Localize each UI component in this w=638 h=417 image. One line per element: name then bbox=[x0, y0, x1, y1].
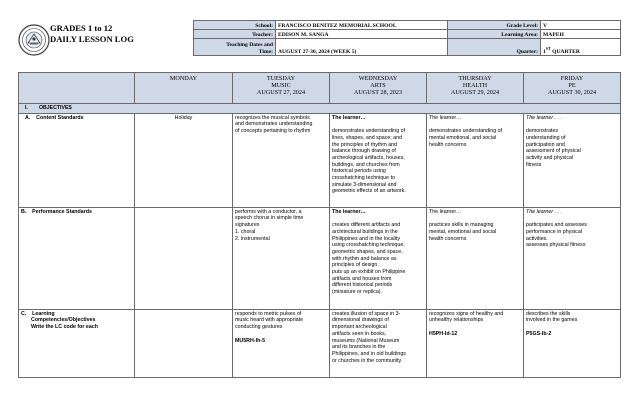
text-line: 1. choral bbox=[235, 228, 256, 235]
deped-seal-icon bbox=[18, 24, 50, 56]
teacher-label: Teacher: bbox=[194, 30, 276, 39]
text-line: dimensional drawings of bbox=[332, 317, 389, 324]
cell-wednesday-content bbox=[330, 113, 427, 207]
col-header-monday bbox=[135, 73, 233, 104]
text-line: responds to metric pulses of bbox=[235, 310, 302, 317]
cell-tuesday-competencies bbox=[233, 309, 330, 377]
col-subject: PE bbox=[568, 82, 576, 90]
lc-code: H5PH-Id-12 bbox=[429, 330, 458, 337]
lesson-log-header bbox=[18, 20, 620, 64]
day-header-row bbox=[19, 73, 621, 104]
text-line: the principles of rhythm and bbox=[332, 141, 398, 148]
row-label-text: B. Performance Standards bbox=[21, 208, 92, 215]
cell-text-lines bbox=[526, 222, 618, 249]
lesson-log-table bbox=[18, 72, 621, 378]
text-line: historical periods using bbox=[332, 168, 386, 175]
cell-text-lines bbox=[526, 128, 618, 168]
cell-text-lines bbox=[429, 222, 521, 242]
text-line: using crosshatching technique, bbox=[332, 242, 405, 249]
cell-thursday-content bbox=[427, 113, 524, 207]
row-label-performance-standards bbox=[19, 207, 135, 309]
cell-text-lines bbox=[429, 311, 521, 324]
quarter-value bbox=[541, 39, 621, 56]
quarter-suffix: ST bbox=[545, 45, 551, 51]
text-line: Philippines and in the locality bbox=[332, 235, 401, 242]
cell-friday-content bbox=[524, 113, 621, 207]
cell-text-lines bbox=[332, 222, 424, 296]
text-line: simulate 3-dimensional and bbox=[332, 181, 397, 188]
row-label-text: Write the LC code for each bbox=[31, 324, 99, 331]
text-line: music heard with appropriate bbox=[235, 317, 304, 324]
grade-level-value: V bbox=[541, 21, 621, 30]
text-line: puts up an exhibit on Philippine bbox=[332, 269, 406, 276]
text-line: assessment of physical bbox=[526, 148, 581, 155]
cell-text-lines bbox=[332, 128, 424, 195]
col-date: AUGUST 27, 2024 bbox=[256, 89, 306, 97]
learner-heading: The learner… bbox=[429, 208, 462, 215]
text-line: unhealthy relationships bbox=[429, 317, 484, 324]
row-label-text: A. Content Standards bbox=[25, 114, 84, 121]
text-line: geometric shapes, and space, bbox=[332, 248, 403, 255]
quarter-number: 1 bbox=[543, 48, 546, 55]
col-header-tuesday bbox=[233, 73, 330, 104]
lc-code: P5GS-Ib-2 bbox=[526, 330, 552, 337]
text-line: and its branches in the bbox=[332, 344, 386, 351]
text-line: practices skills in managing bbox=[429, 222, 494, 229]
school-info-table bbox=[193, 20, 621, 56]
learning-competencies-row bbox=[19, 309, 621, 377]
learner-heading: The learner… bbox=[332, 208, 366, 215]
text-line: involved in the games bbox=[526, 317, 578, 324]
row-label-content-standards bbox=[19, 113, 135, 207]
col-day: FRIDAY bbox=[560, 75, 584, 82]
objectives-label: OBJECTIVES bbox=[39, 105, 72, 111]
text-line: Philippines, and in old buildings bbox=[332, 350, 406, 357]
text-line: (miniature or replica). bbox=[332, 289, 383, 296]
text-line: assesses physical fitness bbox=[526, 242, 586, 249]
text-line: principles of design. bbox=[332, 262, 379, 269]
cell-monday-performance bbox=[135, 207, 233, 309]
col-subject: HEALTH bbox=[462, 82, 488, 90]
text-line: signatures bbox=[235, 222, 260, 229]
col-day: TUESDAY bbox=[266, 75, 296, 82]
col-subject: MUSIC bbox=[271, 82, 291, 90]
col-date: AUGUST 29, 2024 bbox=[450, 89, 500, 97]
text-line: understanding of bbox=[526, 134, 566, 141]
text-line: creates illusion of space in 3- bbox=[332, 310, 401, 317]
text-line: balance through drawing of bbox=[332, 148, 396, 155]
col-day: MONDAY bbox=[169, 75, 198, 82]
text-line: mental emotional, and social bbox=[429, 134, 497, 141]
cell-friday-competencies bbox=[524, 309, 621, 377]
learner-heading: The learner . . . bbox=[526, 208, 562, 215]
title-line-2: DAILY LESSON LOG bbox=[50, 34, 134, 44]
text-line: of concepts pertaining to rhythm bbox=[235, 128, 311, 135]
text-line: activity and physical bbox=[526, 154, 574, 161]
teacher-value: EDISON M. SANGA bbox=[276, 30, 448, 39]
text-line: lines, shapes, and space; and bbox=[332, 134, 403, 141]
performance-standards-row bbox=[19, 207, 621, 309]
col-subject: ARTS bbox=[370, 82, 386, 90]
learning-area-label: Learning Area: bbox=[448, 30, 541, 39]
corner-cell bbox=[19, 73, 135, 104]
text-line: participation and bbox=[526, 141, 565, 148]
col-date: AUGUST 30, 2024 bbox=[547, 89, 597, 97]
text-line: conducting gestures bbox=[235, 324, 283, 331]
row-label-text: Competencies/Objectives bbox=[31, 317, 96, 324]
text-line: demonstrates bbox=[526, 128, 559, 135]
text-line: performs with a conductor, a bbox=[235, 208, 302, 215]
col-date: AUGUST 28, 2023 bbox=[353, 89, 403, 97]
row-label-text: C. Learning bbox=[21, 310, 55, 317]
objectives-row bbox=[19, 104, 621, 114]
cell-friday-performance bbox=[524, 207, 621, 309]
text-line: archeological artifacts, houses, bbox=[332, 154, 405, 161]
text-line: geometric effects of an artwork. bbox=[332, 188, 406, 195]
text-line: recognizes signs of healthy and bbox=[429, 310, 504, 317]
cell-tuesday-content bbox=[233, 113, 330, 207]
text-line: health concerns bbox=[429, 141, 467, 148]
col-day: THURSDAY bbox=[458, 75, 492, 82]
text-line: health concerns bbox=[429, 235, 467, 242]
teaching-dates-label bbox=[194, 39, 276, 56]
form-title bbox=[50, 23, 194, 59]
text-line: performance in physical bbox=[526, 228, 582, 235]
cell-text-lines bbox=[235, 311, 327, 331]
text-line: mental, emotional and social bbox=[429, 228, 497, 235]
learner-heading: The learner… bbox=[332, 114, 366, 121]
cell-monday-content: Holiday bbox=[135, 113, 233, 207]
text-line: recognizes the musical symbols bbox=[235, 114, 310, 121]
text-line: speech chorus in simple time bbox=[235, 215, 304, 222]
text-line: different historical periods bbox=[332, 282, 393, 289]
learner-heading: The learner . . . bbox=[526, 114, 562, 121]
learning-area-value: MAPEH bbox=[541, 30, 621, 39]
objectives-heading bbox=[19, 104, 621, 114]
objectives-number: I. bbox=[25, 105, 28, 111]
text-line: museums (National Museum bbox=[332, 337, 400, 344]
text-line: creates different artifacts and bbox=[332, 222, 401, 229]
school-label: School: bbox=[194, 21, 276, 30]
content-standards-row bbox=[19, 113, 621, 207]
cell-thursday-competencies bbox=[427, 309, 524, 377]
grade-level-label: Grade Level: bbox=[448, 21, 541, 30]
col-header-thursday bbox=[427, 73, 524, 104]
text-line: demonstrates understanding of bbox=[429, 128, 503, 135]
teaching-dates-label-line1: Teaching Dates and bbox=[226, 42, 273, 49]
text-line: architectural buildings in the bbox=[332, 228, 398, 235]
text-line: describes the skills bbox=[526, 310, 571, 317]
text-line: or churches in the community. bbox=[332, 357, 403, 364]
row-label-learning-competencies bbox=[19, 309, 135, 377]
lc-code: MU5RH-Ih-5 bbox=[235, 337, 266, 344]
text-line: buildings, and churches from bbox=[332, 161, 400, 168]
text-line: demonstrates understanding of bbox=[332, 128, 406, 135]
text-line: important archeological bbox=[332, 324, 387, 331]
quarter-text: QUARTER bbox=[550, 48, 580, 55]
cell-text-lines bbox=[429, 128, 521, 148]
text-line: with rhythm and balance as bbox=[332, 255, 397, 262]
text-line: artifacts and houses from bbox=[332, 275, 392, 282]
teaching-dates-label-line2: Time: bbox=[258, 48, 273, 55]
cell-wednesday-competencies bbox=[330, 309, 427, 377]
school-value: FRANCISCO BENITEZ MEMORIAL SCHOOL bbox=[276, 21, 448, 30]
cell-thursday-performance bbox=[427, 207, 524, 309]
text-line: activities. bbox=[526, 235, 548, 242]
quarter-label: Quarter: bbox=[448, 39, 541, 56]
col-header-wednesday bbox=[330, 73, 427, 104]
learner-heading: The learner… bbox=[429, 114, 462, 121]
cell-wednesday-performance bbox=[330, 207, 427, 309]
cell-text-lines bbox=[526, 311, 618, 324]
cell-tuesday-performance bbox=[233, 207, 330, 309]
text-line: crosshatching technique to bbox=[332, 175, 396, 182]
col-day: WEDNESDAY bbox=[358, 75, 398, 82]
col-header-friday bbox=[524, 73, 621, 104]
text-line: 2. instrumental bbox=[235, 235, 270, 242]
title-line-1: GRADES 1 to 12 bbox=[50, 23, 113, 33]
text-line: and demonstrates understanding bbox=[235, 121, 313, 128]
text-line: participates and assesses bbox=[526, 222, 587, 229]
cell-monday-competencies bbox=[135, 309, 233, 377]
text-line: fitness bbox=[526, 161, 542, 168]
text-line: artifacts seen in books, bbox=[332, 330, 387, 337]
teaching-dates-value: AUGUST 27-30, 2024 (WEEK 5) bbox=[276, 39, 448, 56]
